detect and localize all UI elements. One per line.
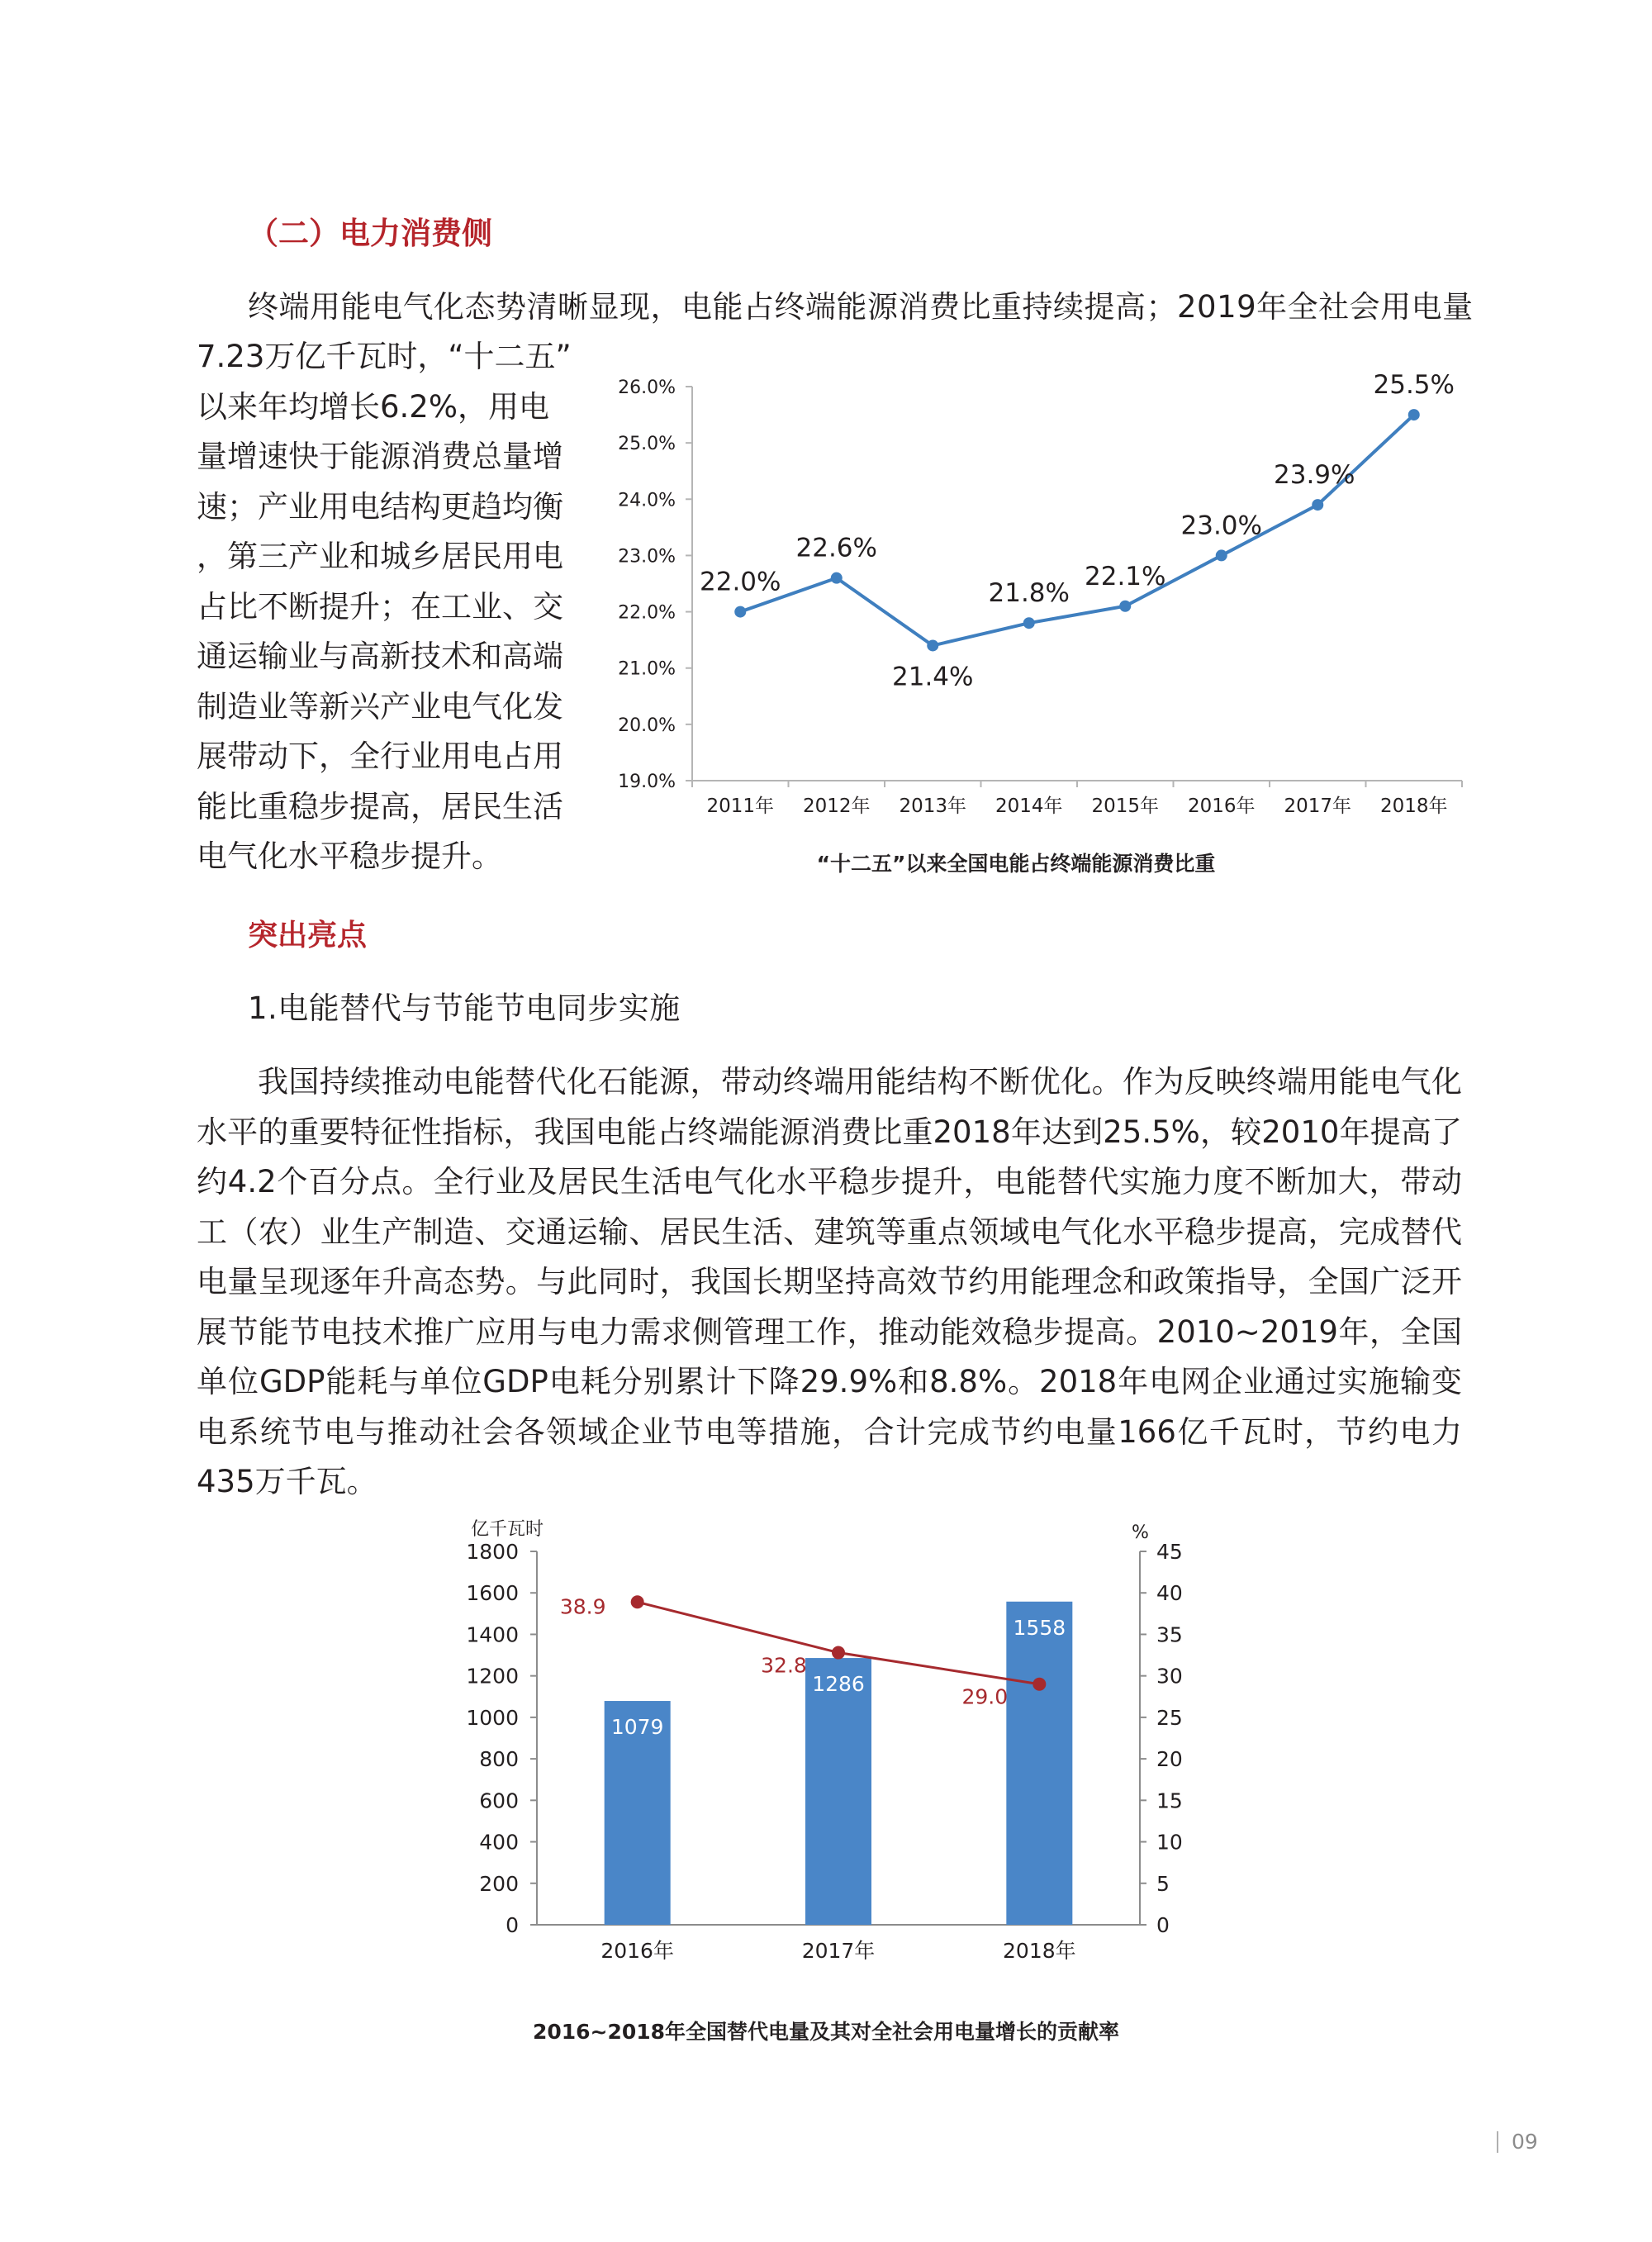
page-number: 09	[1512, 2130, 1538, 2154]
rate-label: 29.0	[961, 1684, 1009, 1709]
y-tick-label: 26.0%	[618, 378, 676, 398]
data-label: 23.9%	[1274, 460, 1355, 491]
bar-label: 1286	[812, 1672, 865, 1697]
data-label: 23.0%	[1180, 511, 1262, 541]
data-label: 21.4%	[892, 662, 974, 692]
data-label: 22.0%	[700, 567, 781, 597]
data-point	[831, 572, 843, 584]
data-label: 22.6%	[795, 533, 877, 563]
bar-label: 1079	[610, 1715, 664, 1740]
intro-line: 量增速快于能源消费总量增	[197, 439, 563, 474]
intro-line: 制造业等新兴产业电气化发	[197, 688, 563, 724]
rate-label: 32.8	[761, 1653, 807, 1678]
substitution-bar-chart	[446, 1503, 1206, 1991]
left-tick-label: 800	[479, 1747, 519, 1772]
right-tick-label: 15	[1156, 1788, 1183, 1813]
right-tick-label: 20	[1156, 1747, 1183, 1772]
data-label: 25.5%	[1373, 370, 1455, 401]
left-tick-label: 200	[479, 1871, 519, 1896]
y-tick-label: 23.0%	[618, 546, 676, 568]
section-title: （二）电力消费侧	[248, 216, 492, 251]
left-tick-label: 1000	[466, 1705, 519, 1730]
intro-first-line: 终端用能电气化态势清晰显现，电能占终端能源消费比重持续提高；2019年全社会用电量	[248, 289, 1474, 325]
x-tick-label: 2014年	[995, 796, 1063, 817]
body-paragraph: 我国持续推动电能替代化石能源，带动终端用能结构不断优化。作为反映终端用能电气化水平的重要特征性指标，我国电能占终端能源消费比重2018年达到25.5%，较2010年提高了约4.2个百分点。全行业及居民生活电气化水平稳步提升，电能替代实施力度不断加大，带动工（农）业生产制造、交通运输、居民生活、建筑等重点领域电气化水平稳步提高，完成替代电量呈现逐年升高态势。与此同时，我国长期坚持高效节约用能理念和政策指导，全国广泛开展节能节电技术推广应用与电力需求侧管理工作，推动能效稳步提高。2010~2019年，全国单位GDP能耗与单位GDP电耗分别累计下降29.9%和8.8%。2018年电网企业通过实施输变电系统节电与推动社会各领域企业节电等措施，合计完成节约电量166亿千瓦时，节约电力435万千瓦。	[197, 1064, 1462, 1499]
y-tick-label: 25.0%	[618, 434, 676, 455]
share-series-line	[740, 415, 1414, 645]
x-tick-label: 2016年	[1187, 796, 1256, 817]
right-tick-label: 25	[1156, 1705, 1183, 1730]
left-tick-label: 1200	[466, 1664, 519, 1689]
data-point	[734, 606, 746, 618]
left-axis-unit: 亿千瓦时	[471, 1519, 544, 1540]
x-tick-label: 2018年	[1379, 796, 1448, 817]
x-tick-label: 2018年	[1003, 1939, 1076, 1963]
intro-line: 通运输业与高新技术和高端	[197, 639, 563, 674]
right-tick-label: 30	[1156, 1664, 1183, 1689]
page-number-divider	[1497, 2131, 1498, 2153]
intro-line: 速；产业用电结构更趋均衡	[197, 488, 563, 525]
rate-point	[832, 1646, 845, 1660]
data-point	[1312, 499, 1323, 511]
data-point	[1216, 549, 1227, 561]
right-tick-label: 35	[1156, 1622, 1183, 1647]
x-tick-label: 2015年	[1091, 796, 1160, 817]
rate-point	[1032, 1678, 1046, 1691]
left-tick-label: 600	[479, 1788, 519, 1813]
intro-line: 电气化水平稳步提升。	[197, 838, 502, 874]
y-tick-label: 19.0%	[618, 772, 676, 792]
left-tick-label: 1400	[466, 1622, 519, 1647]
electricity-share-line-chart	[595, 363, 1479, 834]
intro-line: 展带动下，全行业用电占用	[197, 739, 563, 774]
right-tick-label: 45	[1156, 1540, 1183, 1564]
data-label: 21.8%	[988, 578, 1070, 609]
data-point	[927, 639, 938, 651]
intro-line: 7.23万亿千瓦时，“十二五”	[197, 339, 572, 374]
y-tick-label: 21.0%	[618, 658, 676, 680]
bar-chart-caption: 2016~2018年全国替代电量及其对全社会用电量增长的贡献率	[532, 2020, 1120, 2044]
intro-line: ，第三产业和城乡居民用电	[197, 539, 563, 574]
x-tick-label: 2013年	[899, 796, 967, 817]
intro-line: 占比不断提升；在工业、交	[197, 588, 563, 625]
bar	[805, 1658, 871, 1925]
data-point	[1408, 409, 1420, 420]
right-tick-label: 40	[1156, 1581, 1183, 1606]
x-tick-label: 2011年	[706, 796, 775, 817]
left-tick-label: 1600	[466, 1581, 519, 1606]
y-tick-label: 24.0%	[618, 490, 676, 511]
y-tick-label: 22.0%	[618, 602, 676, 624]
intro-line: 能比重稳步提高，居民生活	[197, 788, 563, 824]
bar	[1006, 1602, 1072, 1925]
rate-label: 38.9	[559, 1594, 606, 1619]
right-tick-label: 5	[1156, 1871, 1170, 1896]
x-tick-label: 2017年	[801, 1939, 876, 1963]
left-tick-label: 0	[506, 1913, 519, 1937]
y-tick-label: 20.0%	[618, 715, 676, 736]
x-tick-label: 2016年	[601, 1939, 674, 1963]
highlight-title: 突出亮点	[248, 919, 368, 952]
intro-line: 以来年均增长6.2%，用电	[197, 388, 549, 425]
bar-label: 1558	[1013, 1615, 1066, 1640]
x-tick-label: 2012年	[802, 796, 871, 817]
rate-point	[631, 1595, 644, 1608]
left-tick-label: 1800	[466, 1540, 519, 1564]
line-chart-caption: “十二五”以来全国电能占终端能源消费比重	[816, 852, 1216, 876]
right-axis-unit: %	[1132, 1522, 1149, 1543]
subsection-title: 1.电能替代与节能节电同步实施	[248, 990, 681, 1026]
data-label: 22.1%	[1085, 561, 1166, 591]
data-point	[1023, 617, 1035, 629]
data-point	[1119, 601, 1131, 612]
left-tick-label: 400	[479, 1830, 519, 1855]
right-tick-label: 10	[1156, 1830, 1183, 1855]
x-tick-label: 2017年	[1284, 796, 1352, 817]
right-tick-label: 0	[1156, 1913, 1170, 1937]
intro-wrap-block	[197, 332, 577, 882]
